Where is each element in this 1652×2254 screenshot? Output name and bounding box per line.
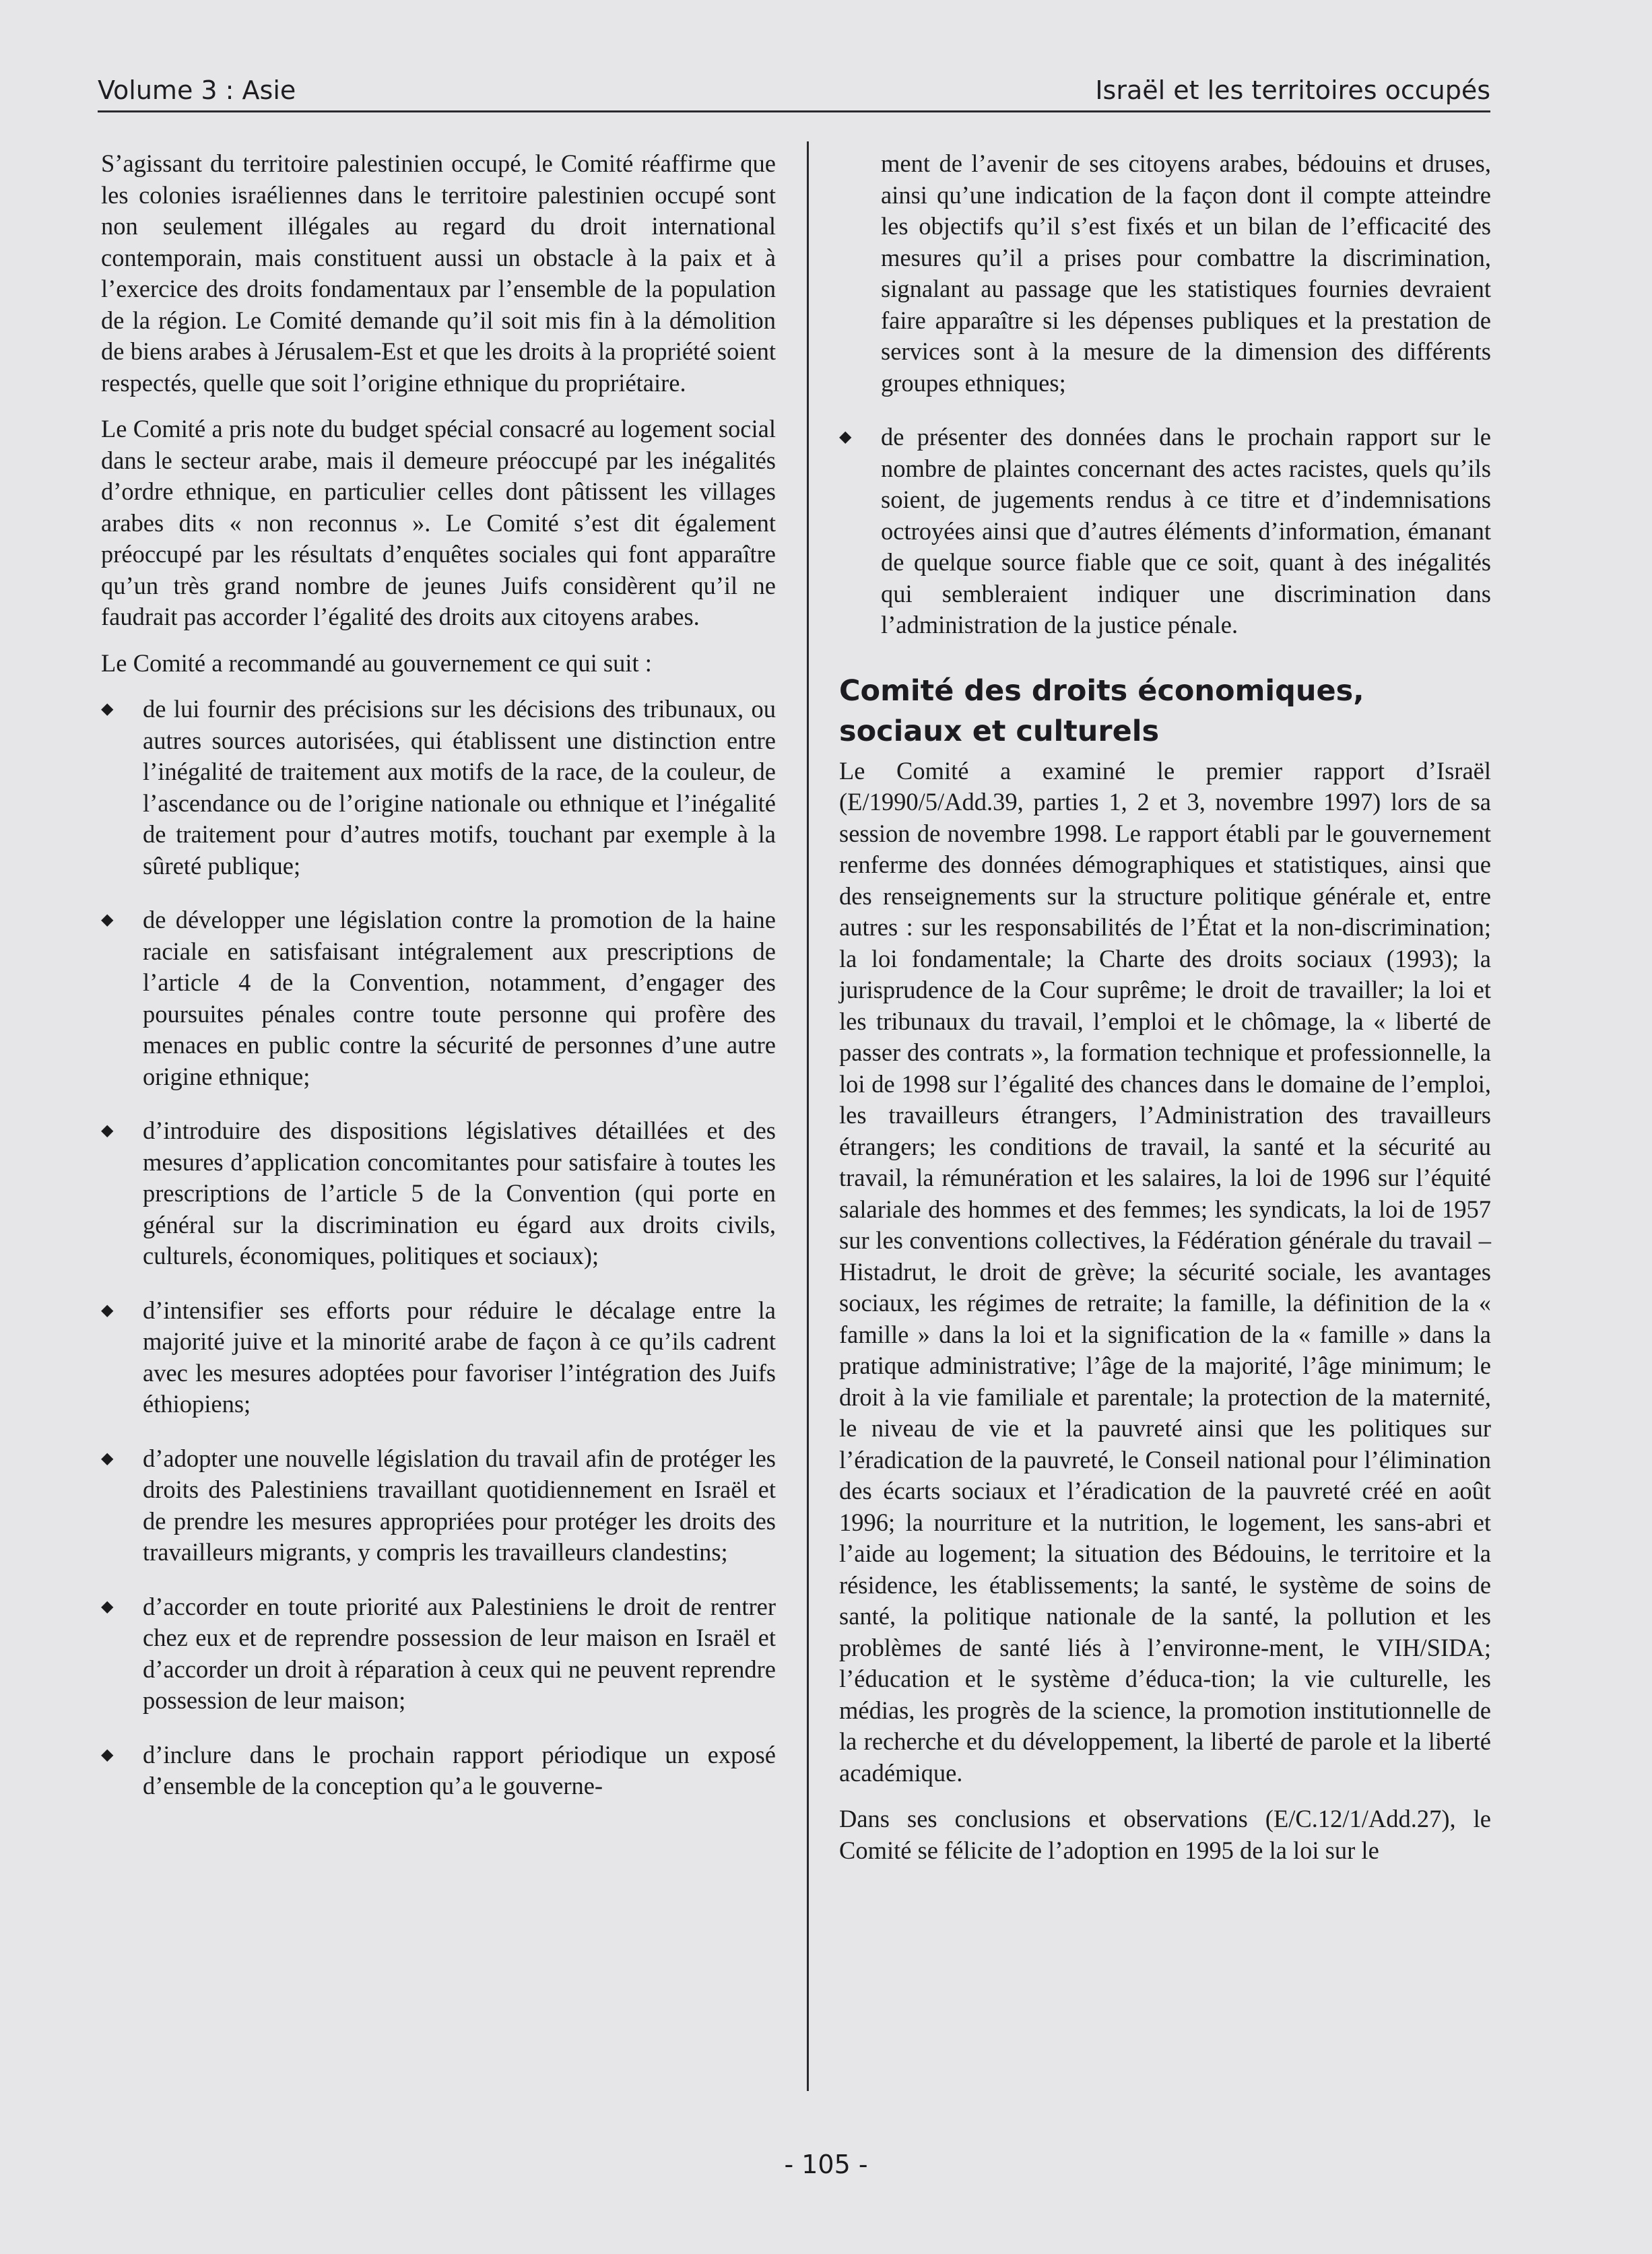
left-column bbox=[101, 148, 776, 1825]
diamond-bullet-icon: ◆ bbox=[101, 1597, 114, 1616]
header-country: Israël et les territoires occupés bbox=[1095, 75, 1490, 105]
list-item-text: d’inclure dans le prochain rapport périodique un exposé d’ensemble de la conception qu’a le gouverne- bbox=[143, 1740, 776, 1799]
running-header bbox=[98, 70, 1490, 109]
list-item-text: d’adopter une nouvelle législation du travail afin de protéger les droits des Palestiniens travaillant quotidiennement en Israël et de prendre les mesures appropriées pour protéger les droits des travailleurs migrants, y compris les travailleurs clandestins; bbox=[143, 1444, 776, 1566]
list-item-text: de lui fournir des précisions sur les décisions des tribunaux, ou autres sources autorisées, qui établissent une distinction entre l’inégalité de traitement aux motifs de la race, de la couleur, de l’ascendance ou de l’origine nationale ou ethnique et l’inégalité de traitement pour d’autres motifs, touchant par exemple à la sûreté publique; bbox=[143, 695, 776, 880]
paragraph: S’agissant du territoire palestinien occupé, le Comité réaffirme que les colonies israéliennes dans le territoire palestinien occupé sont non seulement illégales au regard du droit international contemporain, mais constituent aussi un obstacle à la paix et à l’exercice des droits fondamentaux par l’ensemble de la population de la région. Le Comité demande qu’il soit mis fin à la démolition de biens arabes à Jérusalem-Est et que les droits à la propriété soient respectés, quelle que soit l’origine ethnique du propriétaire. bbox=[101, 150, 776, 397]
recommendation-list bbox=[101, 694, 776, 1802]
list-item bbox=[101, 1739, 776, 1802]
diamond-bullet-icon: ◆ bbox=[101, 1122, 114, 1139]
page-number: - 105 - bbox=[784, 2150, 868, 2179]
list-item-text: d’intensifier ses efforts pour réduire le décalage entre la majorité juive et la minorité arabe de façon à ce qu’ils cadrent avec les mesures adoptées pour favoriser l’intégration des Juifs éthiopiens; bbox=[143, 1296, 776, 1418]
list-item bbox=[101, 1443, 776, 1568]
section-heading: Comité des droits économiques, sociaux et culturels bbox=[839, 673, 1364, 748]
list-item-text: de présenter des données dans le prochain rapport sur le nombre de plaintes concernant des actes racistes, quels qu’ils soient, de jugements rendus à ce titre et d’indemnisations octroyées ainsi que d’autres éléments d’information, émanant de quelque source fiable que ce soit, quant à des inégalités qui sembleraient indiquer une discrimination dans l’administration de la justice pénale. bbox=[881, 423, 1491, 638]
column-divider bbox=[807, 141, 809, 2091]
recommendation-list bbox=[839, 422, 1491, 641]
diamond-bullet-icon: ◆ bbox=[101, 1449, 114, 1467]
paragraph: Dans ses conclusions et observations (E/C.12/1/Add.27), le Comité se félicite de l’adoption en 1995 de la loi sur le bbox=[839, 1805, 1491, 1864]
right-column bbox=[839, 148, 1491, 1881]
list-item-text: d’accorder en toute priorité aux Palestiniens le droit de rentrer chez eux et de reprendre possession de leur maison en Israël et d’accorder un droit à réparation à ceux qui ne peuvent reprendre possession de leur maison; bbox=[143, 1592, 776, 1714]
list-item-continuation: ment de l’avenir de ses citoyens arabes, bédouins et druses, ainsi qu’une indication de la façon dont il compte atteindre les objectifs qu’il s’est fixés et un bilan de l’efficacité des mesures qu’il a prises pour combattre la discrimination, signalant au passage que les statistiques fournies devraient faire apparaître si les dépenses publiques et la prestation de services sont à la mesure de la dimension des différents groupes ethniques; bbox=[881, 150, 1491, 397]
header-volume: Volume 3 : Asie bbox=[98, 75, 296, 105]
diamond-bullet-icon: ◆ bbox=[101, 700, 114, 718]
paragraph: Le Comité a pris note du budget spécial consacré au logement social dans le secteur arabe, mais il demeure préoccupé par les inégalités d’ordre ethnique, en particulier celles dont pâtissent les villages arabes dits « non reconnus ». Le Comité s’est dit également préoccupé par les résultats d’enquêtes sociales qui font apparaître qu’un très grand nombre de jeunes Juifs considèrent qu’il ne faudrait pas accorder l’égalité des droits aux citoyens arabes. bbox=[101, 415, 776, 630]
list-item bbox=[101, 694, 776, 882]
diamond-bullet-icon: ◆ bbox=[101, 1301, 114, 1319]
list-item bbox=[101, 1591, 776, 1717]
header-rule bbox=[98, 110, 1490, 112]
list-item bbox=[839, 422, 1491, 641]
paragraph: Le Comité a examiné le premier rapport d’Israël (E/1990/5/Add.39, parties 1, 2 et 3, novembre 1997) lors de sa session de novembre 1998. Le rapport établi par le gouvernement renferme des données démographiques et statistiques, ainsi que des renseignements sur la structure politique générale et, entre autres : sur les responsabilités de l’État et la non-discrimination; la loi fondamentale; la Charte des droits sociaux (1993); la jurisprudence de la Cour suprême; le droit de travailler; la loi et les tribunaux du travail, l’emploi et le chômage, la « liberté de passer des contrats », la formation technique et professionnelle, la loi de 1998 sur l’égalité des chances dans le domaine de l’emploi, les travailleurs étrangers, l’Administration des travailleurs étrangers; les conditions de travail, la santé et la sécurité au travail, la rémunération et les salaires, la loi de 1996 sur l’équité salariale des hommes et des femmes; les syndicats, la loi de 1957 sur les conventions collectives, la Fédération générale du travail – Histadrut, le droit de grève; la sécurité sociale, les avantages sociaux, les régimes de retraite; la famille, la définition de la « famille » dans la loi et la signification de la « famille » dans la pratique administrative; l’âge de la majorité, l’âge minimum; le droit à la vie familiale et parentale; la protection de la maternité, le niveau de vie et la pauvreté ainsi que les politiques sur l’éradication de la pauvreté, le Conseil national pour l’élimination des écarts sociaux et l’éradication de la pauvreté créé en août 1996; la nourriture et la nutrition, le logement, les sans-abri et l’aide au logement; la situation des Bédouins, le territoire et la résidence, les établissements; la santé, le système de soins de santé, la politique nationale de la santé, la pollution et les problèmes de santé liés à l’environne-ment, le VIH/SIDA; l’éducation et le système d’éduca-tion; la vie culturelle, les médias, les progrès de la science, la promotion institutionnelle de la recherche et du développement, la liberté de parole et la liberté académique. bbox=[839, 756, 1491, 1787]
list-item bbox=[101, 1295, 776, 1420]
list-item-text: de développer une législation contre la promotion de la haine raciale en satisfaisant intégralement aux prescriptions de l’article 4 de la Convention, notamment, d’engager des poursuites pénales contre toute personne qui profère des menaces en public contre la sécurité de personnes d’une autre origine ethnique; bbox=[143, 906, 776, 1090]
diamond-bullet-icon: ◆ bbox=[101, 1746, 114, 1764]
paragraph: Le Comité a recommandé au gouvernement ce qui suit : bbox=[101, 649, 652, 677]
diamond-bullet-icon: ◆ bbox=[101, 911, 114, 929]
list-item bbox=[101, 904, 776, 1092]
list-item-text: d’introduire des dispositions législatives détaillées et des mesures d’application concomitantes pour satisfaire à toutes les prescriptions de l’article 5 de la Convention (qui porte en général sur la discrimination eu égard aux droits civils, culturels, économiques, politiques et sociaux); bbox=[143, 1117, 776, 1269]
diamond-bullet-icon: ◆ bbox=[839, 428, 852, 446]
list-item bbox=[101, 1115, 776, 1272]
